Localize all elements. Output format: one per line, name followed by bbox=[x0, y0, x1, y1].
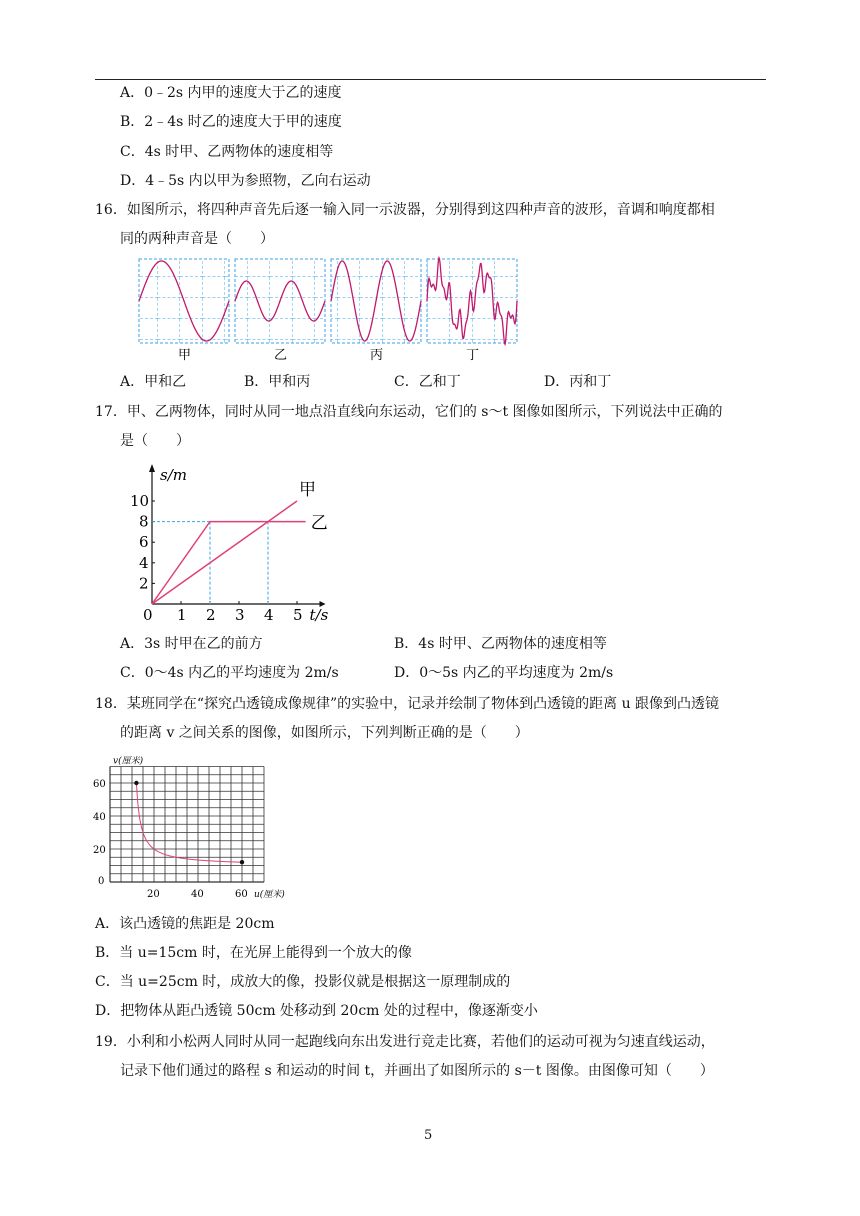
header-rule bbox=[95, 79, 766, 80]
y-tick-label: 10 bbox=[130, 492, 150, 510]
series-line-yi bbox=[152, 522, 306, 604]
q17-option-c: C．0～4s 内乙的平均速度为 2m/s bbox=[120, 665, 339, 681]
data-point bbox=[240, 860, 244, 864]
y-tick-label: 20 bbox=[93, 845, 106, 856]
q16-option-d: D．丙和丁 bbox=[544, 374, 612, 390]
q15-option-d: D．4﹣5s 内以甲为参照物，乙向右运动 bbox=[120, 173, 371, 189]
x-tick-label: 40 bbox=[191, 889, 204, 900]
y-tick-label: 4 bbox=[139, 553, 149, 572]
y-tick-label: 6 bbox=[139, 533, 149, 552]
x-axis-label: t/s bbox=[309, 606, 329, 624]
waveform-label-jia: 甲 bbox=[178, 348, 192, 363]
y-axis-label: v(厘米) bbox=[113, 756, 144, 767]
x-tick-label: 20 bbox=[147, 889, 160, 900]
q18-option-c: C．当 u=25cm 时，成放大的像，投影仪就是根据这一原理制成的 bbox=[95, 974, 511, 990]
x-tick-label: 0 bbox=[143, 606, 153, 624]
q18-option-b: B．当 u=15cm 时，在光屏上能得到一个放大的像 bbox=[95, 945, 412, 961]
page-number: 5 bbox=[424, 1128, 433, 1143]
x-tick-label: 2 bbox=[206, 606, 216, 624]
q16-option-c: C．乙和丁 bbox=[394, 374, 461, 390]
q15-option-c: C．4s 时甲、乙两物体的速度相等 bbox=[120, 144, 334, 160]
y-axis-label: s/m bbox=[160, 466, 187, 484]
q18-option-d: D．把物体从距凸透镜 50cm 处移动到 20cm 处的过程中，像逐渐变小 bbox=[95, 1003, 538, 1019]
q17-stem-line1: 17．甲、乙两物体，同时从同一地点沿直线向东运动，它们的 s～t 图像如图所示，下列说法中正确的 bbox=[95, 404, 723, 420]
waveform-label-ding: 丁 bbox=[466, 348, 480, 363]
q15-option-b: B．2﹣4s 时乙的速度大于甲的速度 bbox=[120, 114, 342, 130]
q19-stem-line1: 19．小利和小松两人同时从同一起跑线向东出发进行竞走比赛，若他们的运动可视为匀速直线运动， bbox=[95, 1034, 715, 1050]
oscilloscope-waveforms bbox=[135, 256, 525, 366]
q16-option-a: A．甲和乙 bbox=[120, 374, 187, 390]
q17-stem-line2: 是（ ） bbox=[120, 433, 190, 449]
data-point bbox=[134, 781, 138, 785]
q17-option-d: D．0～5s 内乙的平均速度为 2m/s bbox=[394, 665, 614, 681]
q18-stem-line1: 18．某班同学在“探究凸透镜成像规律”的实验中，记录并绘制了物体到凸透镜的距离 u 跟像到凸透镜 bbox=[95, 696, 720, 712]
series-label-jia: 甲 bbox=[299, 480, 316, 500]
waveform-panel-ding bbox=[427, 258, 517, 344]
series-line-jia bbox=[152, 501, 297, 604]
q18-stem-line2: 的距离 v 之间关系的图像，如图所示，下列判断正确的是（ ） bbox=[120, 725, 529, 741]
x-axis-label: u(厘米) bbox=[254, 890, 285, 900]
q17-option-b: B．4s 时甲、乙两物体的速度相等 bbox=[394, 636, 607, 652]
y-tick-label: 40 bbox=[93, 812, 106, 823]
uv-curve bbox=[136, 783, 242, 862]
x-tick-label: 5 bbox=[293, 606, 303, 624]
q19-stem-line2: 记录下他们通过的路程 s 和运动的时间 t，并画出了如图所示的 s－t 图像。由图像可知（ ） bbox=[120, 1063, 714, 1079]
waveform-label-yi: 乙 bbox=[274, 348, 288, 363]
q17-option-a: A．3s 时甲在乙的前方 bbox=[120, 636, 263, 652]
y-tick-label: 60 bbox=[93, 779, 106, 790]
waveform-panel-yi bbox=[235, 259, 325, 343]
waveform-label-bing: 丙 bbox=[370, 348, 384, 363]
q17-st-chart bbox=[130, 458, 360, 630]
x-tick-label: 3 bbox=[235, 606, 245, 624]
q16-option-b: B．甲和丙 bbox=[244, 374, 311, 390]
waveform-panel-bing bbox=[331, 259, 421, 343]
x-tick-label: 1 bbox=[177, 606, 187, 624]
waveform-panel-jia bbox=[139, 259, 229, 343]
q15-option-a: A．0﹣2s 内甲的速度大于乙的速度 bbox=[120, 85, 342, 101]
y-tick-label: 2 bbox=[139, 574, 149, 593]
series-label-yi: 乙 bbox=[310, 513, 328, 534]
y-tick-label: 8 bbox=[139, 512, 149, 531]
y-tick-label: 0 bbox=[98, 876, 105, 887]
x-tick-label: 60 bbox=[235, 889, 248, 900]
q16-stem-line1: 16．如图所示，将四种声音先后逐一输入同一示波器，分别得到这四种声音的波形，音调和响度都相 bbox=[95, 202, 715, 218]
q18-option-a: A．该凸透镜的焦距是 20cm bbox=[95, 916, 275, 932]
q18-uv-chart bbox=[88, 750, 285, 908]
y-axis-arrow bbox=[149, 464, 155, 472]
x-tick-label: 4 bbox=[264, 606, 274, 624]
q16-stem-line2: 同的两种声音是（ ） bbox=[120, 231, 274, 247]
